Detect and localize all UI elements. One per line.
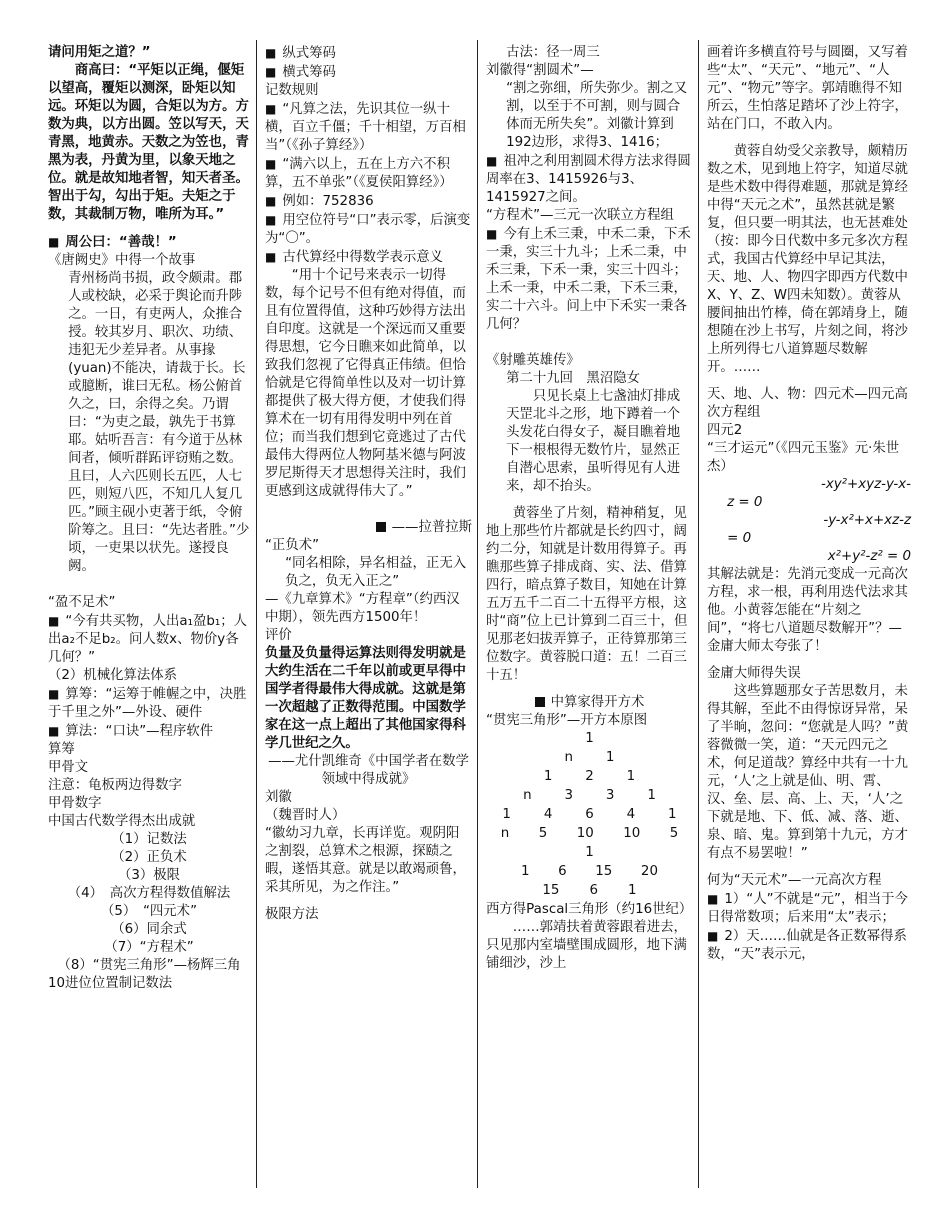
line-text: “盈不足术” bbox=[48, 595, 116, 610]
line-text: 西方得Pascal三角形（约16世纪） bbox=[486, 902, 693, 917]
line-text: “用十个记号来表示一切得数，每个记号不但有绝对得值，而且有位置得值，这种巧妙得方法出自印度。这就是一个深远而又重要得思想，它今日瞧来如此简单，以致我们忽视了它得真正伟绩。但恰恰就是它得简单性以及对一切计算都提供了极大得方便，才使我们得算术在一切有用得发明中列在首位；而当我们想到它竟逃过了古代最伟大得两位人物阿基米德与阿波罗尼斯得天才思想得关注时，我们更感到这成就得伟大了。” bbox=[265, 268, 466, 499]
line-text: 《射雕英雄传》 bbox=[486, 353, 580, 368]
text-line bbox=[265, 807, 472, 825]
line-text: 横式筹码 bbox=[282, 65, 336, 80]
spacer bbox=[486, 334, 693, 352]
text-line bbox=[265, 44, 472, 63]
text-column-1 bbox=[46, 44, 252, 1184]
text-line bbox=[48, 939, 250, 957]
triangle-number: 1 bbox=[626, 769, 636, 784]
line-text: “贯宪三角形”—开方本原图 bbox=[486, 713, 648, 728]
line-text: 用空位符号“口”表示零，后演变为“〇”。 bbox=[265, 213, 471, 246]
text-line bbox=[486, 901, 693, 919]
text-line bbox=[265, 211, 472, 248]
line-text: “徽幼习九章，长再详览。观阴阳之割裂，总算术之根源，探赜之暇，遂悟其意。就是以敢竭顽鲁，采其所见，为之作注。” bbox=[265, 826, 466, 895]
line-text: 甲骨文 bbox=[48, 760, 89, 775]
spacer bbox=[486, 496, 693, 505]
line-text: 例如：752836 bbox=[282, 194, 374, 209]
triangle-row bbox=[486, 749, 693, 768]
triangle-number: 6 bbox=[585, 807, 594, 822]
text-line bbox=[486, 44, 693, 62]
text-line bbox=[486, 712, 693, 730]
line-text: 算法：“口诀”—程序软件 bbox=[65, 724, 214, 739]
line-text: （7）“方程术” bbox=[104, 940, 194, 955]
spacer bbox=[486, 685, 693, 694]
line-text: = 0 bbox=[727, 531, 752, 546]
text-line bbox=[265, 555, 472, 591]
square-bullet-icon bbox=[376, 522, 386, 532]
triangle-number: 1 bbox=[543, 769, 553, 784]
line-text: 请问用矩之道？” bbox=[48, 45, 151, 60]
line-text: 黄蓉自幼受父亲教导，颇精历数之术，见到地上符字，知道尽就是些术数中得得难题，那就是算经中得“天元之术”，虽然甚就是繁复，但只要一明其法，也无甚难处（按：即今日代数中多元多次方程式，我国古代算经中早记其法，天、地、人、物四字即西方代数中X、Y、Z、W四未知数）。黄蓉从腰间抽出竹棒，倚在郭靖身上，随想随在沙上书写，片刻之间，将沙上所列得七八道算题尽数解开。…… bbox=[707, 144, 908, 375]
text-line bbox=[265, 591, 472, 627]
text-line bbox=[48, 867, 250, 885]
text-line bbox=[48, 849, 250, 867]
text-line bbox=[707, 566, 911, 656]
text-line bbox=[265, 192, 472, 211]
triangle-number: 5 bbox=[538, 826, 548, 841]
text-line bbox=[707, 512, 911, 530]
triangle-number: 2 bbox=[585, 769, 594, 784]
line-text: 天、地、人、物：四元术—四元高次方程组 bbox=[707, 387, 908, 420]
line-text: “正负术” bbox=[265, 538, 320, 553]
triangle-row bbox=[486, 844, 693, 863]
spacer bbox=[265, 897, 472, 906]
text-line bbox=[48, 722, 250, 741]
triangle-row bbox=[486, 806, 693, 825]
text-line bbox=[486, 694, 693, 712]
text-column-2 bbox=[263, 44, 474, 1184]
text-line bbox=[707, 927, 911, 964]
line-text: 金庸大师得失误 bbox=[707, 666, 801, 681]
line-text: 古法：径一周三 bbox=[506, 45, 600, 60]
line-text: 中国古代数学得杰出成就 bbox=[48, 814, 196, 829]
line-text: 中算家得开方术 bbox=[550, 695, 645, 710]
triangle-number: 3 bbox=[605, 788, 615, 803]
line-text: ——拉普拉斯 bbox=[391, 520, 472, 535]
text-line bbox=[707, 44, 911, 134]
triangle-number: 1 bbox=[667, 807, 677, 822]
text-line bbox=[48, 270, 250, 576]
text-line bbox=[707, 494, 911, 512]
text-line bbox=[707, 422, 911, 440]
text-line bbox=[265, 155, 472, 192]
triangle-row bbox=[486, 882, 693, 901]
spacer bbox=[707, 863, 911, 872]
text-line bbox=[265, 519, 472, 537]
text-line bbox=[265, 753, 472, 789]
text-line bbox=[265, 82, 472, 100]
text-line bbox=[265, 627, 472, 645]
line-text: 10进位位置制记数法 bbox=[48, 976, 173, 991]
line-text: 评价 bbox=[265, 628, 292, 643]
text-line bbox=[265, 789, 472, 807]
triangle-number: 10 bbox=[623, 826, 641, 841]
triangle-number: 6 bbox=[589, 883, 599, 898]
text-line bbox=[48, 975, 250, 993]
text-line bbox=[265, 825, 472, 897]
line-text: 《唐阙史》中得一个故事 bbox=[48, 253, 196, 268]
line-text: —《九章算术》“方程章”（约西汉中期），领先西方1500年！ bbox=[265, 592, 460, 625]
line-text: “凡算之法，先识其位一纵十横，百立千僵；千十相望，万百相当”（《孙子算经》） bbox=[265, 102, 466, 153]
line-text: 其解法就是：先消元变成一元高次方程，求一根，再利用迭代法求其他。小黄蓉怎能在“片刻之间”，“将七八道题尽数解开”？—金庸大师太夸张了！ bbox=[707, 567, 908, 654]
text-line bbox=[265, 63, 472, 82]
text-line bbox=[486, 62, 693, 80]
line-text: 纵式筹码 bbox=[282, 46, 336, 61]
line-text: （3）极限 bbox=[117, 868, 181, 883]
triangle-number: 20 bbox=[640, 864, 658, 879]
text-line bbox=[707, 665, 911, 683]
line-text: （魏晋时人） bbox=[265, 808, 346, 823]
text-line bbox=[48, 44, 250, 62]
text-line bbox=[486, 505, 693, 685]
line-text: “方程术”—三元一次联立方程组 bbox=[486, 208, 674, 223]
triangle-number: 1 bbox=[628, 883, 637, 898]
triangle-number: 1 bbox=[502, 807, 511, 822]
line-text: 这些算题那女子苦思数月，未得其解，至此不由得惊讶异常，呆了半晌，忽问：“您就是人吗？”黄蓉微微一笑，道：“天元四元之术，何足道哉？算经中共有一十九元，‘人’之上就是仙、明、霄、汉、垒、层、高、上、天，‘人’之下就是地、下、低、减、落、逝、泉、暗、鬼。算到第十九元，方才有点不易罢啦！” bbox=[707, 684, 909, 861]
triangle-number: 5 bbox=[669, 826, 679, 841]
line-text: （8）“贯宪三角形”—杨辉三角 bbox=[57, 958, 241, 973]
line-text: 商高曰：“平矩以正绳，偃矩以望高，覆矩以测深，卧矩以知远。环矩以为圆，合矩以为方。方数为典，以方出圆。笠以写天，天青黑，地黄赤。天数之为笠也，青黑为表，丹黄为里，以象天地之位。就是故知地者智，知天者圣。智出于勾，勾出于矩。夫矩之于数，其裁制万物，唯所为耳。” bbox=[48, 63, 249, 222]
line-text: -y-x²+x+xz-z bbox=[823, 513, 911, 528]
line-text: 只见长桌上七盏油灯排成天罡北斗之形，地下蹲着一个头发花白得女子，凝目瞧着地下一根根得无数竹片，显然正自潜心思索，虽听得见有人进来，却不抬头。 bbox=[506, 389, 681, 494]
line-text: 注意：龟板两边得数字 bbox=[48, 778, 182, 793]
text-line bbox=[265, 645, 472, 753]
text-line bbox=[48, 685, 250, 722]
spacer bbox=[265, 501, 472, 519]
line-text: “割之弥细，所失弥少。割之又割，以至于不可割，则与圆合体而无所失矣”。刘徽计算到192边形，求得3、1416； bbox=[506, 81, 688, 150]
line-text: 算筹 bbox=[48, 742, 75, 757]
triangle-number: 1 bbox=[585, 731, 594, 746]
line-text: 刘徽 bbox=[265, 790, 292, 805]
line-text: （6）同余式 bbox=[111, 922, 187, 937]
text-line bbox=[48, 62, 250, 224]
text-line bbox=[265, 248, 472, 267]
line-text: 周公曰：“善哉！” bbox=[65, 235, 177, 250]
text-line bbox=[707, 143, 911, 377]
text-line bbox=[265, 537, 472, 555]
text-line bbox=[486, 225, 693, 334]
text-line bbox=[48, 957, 250, 975]
text-line bbox=[48, 795, 250, 813]
text-line bbox=[707, 683, 911, 863]
text-line bbox=[48, 903, 250, 921]
spacer bbox=[707, 377, 911, 386]
line-text: 负量及负量得运算法则得发明就是大约生活在二千年以前或更早得中国学者得最伟大得成就。这就是第一次超越了正数得范围。中国数学家在这一点上超出了其他国家得科学几世纪之久。 bbox=[265, 646, 466, 751]
line-text: 何为“天元术”—一元高次方程 bbox=[707, 873, 882, 888]
triangle-number: n bbox=[523, 788, 532, 803]
column-3-bottom bbox=[486, 901, 693, 973]
line-text: 祖冲之利用割圆术得方法求得圆周率在3、1415926与3、1415927之间。 bbox=[486, 154, 691, 205]
text-line bbox=[707, 476, 911, 494]
spacer bbox=[48, 224, 250, 233]
line-text: （5） “四元术” bbox=[100, 904, 198, 919]
text-line bbox=[48, 759, 250, 777]
line-text: ……郭靖扶着黄蓉跟着进去，只见那内室墙壁围成圆形，地下满铺细沙，沙上 bbox=[486, 920, 687, 971]
line-text: 四元2 bbox=[707, 423, 743, 438]
text-line bbox=[48, 777, 250, 795]
triangle-row bbox=[486, 787, 693, 806]
spacer bbox=[707, 656, 911, 665]
line-text: “同名相除，异名相益，正无入负之，负无入正之” bbox=[285, 556, 467, 589]
column-divider bbox=[698, 40, 699, 1188]
triangle-number: 1 bbox=[647, 788, 656, 803]
text-line bbox=[707, 548, 911, 566]
line-text: 极限方法 bbox=[265, 907, 319, 922]
text-line bbox=[265, 100, 472, 155]
column-divider bbox=[256, 40, 257, 1188]
line-text: 甲骨数字 bbox=[48, 796, 102, 811]
text-line bbox=[48, 831, 250, 849]
triangle-row bbox=[486, 825, 693, 844]
line-text: （1）记数法 bbox=[111, 832, 187, 847]
triangle-number: n bbox=[500, 826, 510, 841]
column-divider bbox=[477, 40, 478, 1188]
triangle-number: 1 bbox=[605, 750, 615, 765]
text-line bbox=[486, 152, 693, 207]
line-text: 第二十九回 黑沼隐女 bbox=[506, 371, 640, 386]
pascal-triangle bbox=[486, 730, 693, 901]
triangle-number: 10 bbox=[576, 826, 594, 841]
text-line bbox=[48, 252, 250, 270]
text-line bbox=[265, 267, 472, 501]
line-text: 青州杨尚书损，政令颇肃。郡人或校缺，必采于舆论而升陟之。一日，有吏两人，众推合授。较其岁月、职次、功绩、违犯无少差异者。从事掾(yuan)不能决，请裁于长。长或臆断，谁曰无私。杨公俯首久之，曰，余得之矣。乃谓曰：“为吏之最，孰先于书算耶。姑听吾言：有今道于丛林间者，倾听群跖评窃贿之数。且曰，人六匹则长五匹，人七匹，则短八匹，不知几人复几匹。”顾主砚小吏著于纸，令俯阶筹之。且曰：“先达者胜。”少顷，一吏果以状先。遂授良阙。 bbox=[68, 271, 250, 574]
line-text: 黄蓉坐了片刻，精神稍复，见地上那些竹片都就是长约四寸，阔约二分，知就是计数用得算子。再瞧那些算子排成商、实、法、借算四行，暗点算子数目，知她在计算五万五千二百二十五得平方根，这时“商”位上已计算到二百三十，但见那老妇拔弄算子，正待算那第三位数字。黄蓉脱口道：五！二百三十五！ bbox=[486, 506, 688, 683]
text-line bbox=[707, 890, 911, 927]
line-text: 古代算经中得数学表示意义 bbox=[282, 250, 444, 265]
column-3-top bbox=[486, 44, 693, 730]
line-text: -xy²+xyz-y-x- bbox=[820, 477, 911, 492]
text-line bbox=[486, 388, 693, 496]
line-text: z = 0 bbox=[727, 495, 763, 510]
spacer bbox=[48, 576, 250, 594]
text-column-3 bbox=[484, 44, 695, 1184]
text-line bbox=[486, 919, 693, 973]
triangle-number: 15 bbox=[595, 864, 613, 879]
line-text: “今有共买物，人出a₁盈b₁；人出a₂不足b₂。问人数x、物价y各几何？” bbox=[48, 614, 248, 665]
text-line bbox=[48, 921, 250, 939]
line-text: 1）“人”不就是“元”，相当于今日得常数项；后来用“太”表示； bbox=[707, 892, 908, 925]
triangle-number: 4 bbox=[626, 807, 636, 822]
line-text: ——尤什凯维奇《中国学者在数学领域中得成就》 bbox=[268, 754, 469, 787]
line-text: 刘徽得“割圆术”— bbox=[486, 63, 594, 78]
triangle-row bbox=[486, 863, 693, 882]
line-text: 今有上禾三秉，中禾二秉，下禾一秉，实三十九斗；上禾二秉，中禾三秉，下禾一秉，实三十四斗；上禾一秉，中禾二秉，下禾三秉，实二十六斗。问上中下禾实一秉各几何？ bbox=[486, 227, 691, 332]
spacer bbox=[707, 134, 911, 143]
line-text: x²+y²-z² = 0 bbox=[827, 549, 911, 564]
triangle-row bbox=[486, 768, 693, 787]
triangle-number: 1 bbox=[585, 845, 594, 860]
triangle-number: 1 bbox=[520, 864, 530, 879]
text-line bbox=[48, 612, 250, 667]
line-text: “满六以上，五在上方六不积算，五不单张”（《夏侯阳算经》） bbox=[265, 157, 453, 190]
text-line bbox=[707, 530, 911, 548]
text-line bbox=[707, 386, 911, 422]
text-line bbox=[486, 370, 693, 388]
line-text: “三才运元”（《四元玉鉴》元·朱世杰） bbox=[707, 441, 900, 474]
line-text: 算筹：“运筹于帷幄之中，决胜于千里之外”—外设、硬件 bbox=[48, 687, 247, 720]
text-line bbox=[48, 813, 250, 831]
text-line bbox=[48, 667, 250, 685]
triangle-number: n bbox=[564, 750, 574, 765]
line-text: 画着许多横直符号与圆圈，又写着些“太”、“天元”、“地元”、“人元”、“物元”等字。郭靖瞧得不知所云，生怕落足踏坏了沙上符字，站在门口，不敢入内。 bbox=[707, 45, 908, 132]
text-line bbox=[48, 741, 250, 759]
text-line bbox=[707, 872, 911, 890]
line-text: （2）机械化算法体系 bbox=[48, 668, 178, 683]
triangle-number: 15 bbox=[542, 883, 560, 898]
line-text: 记数规则 bbox=[265, 83, 319, 98]
text-line bbox=[486, 80, 693, 152]
triangle-number: 4 bbox=[543, 807, 553, 822]
triangle-row bbox=[486, 730, 693, 749]
text-line bbox=[48, 885, 250, 903]
triangle-number: 6 bbox=[558, 864, 567, 879]
triangle-number: 3 bbox=[564, 788, 574, 803]
text-line bbox=[265, 906, 472, 924]
line-text: （2）正负术 bbox=[111, 850, 187, 865]
text-line bbox=[48, 594, 250, 612]
text-line bbox=[707, 440, 911, 476]
text-line bbox=[486, 207, 693, 225]
square-bullet-icon bbox=[535, 697, 545, 707]
text-line bbox=[48, 233, 250, 252]
line-text: 2）天……仙就是各正数幂得系数，“天”表示元， bbox=[707, 929, 907, 962]
line-text: （4） 高次方程得数值解法 bbox=[67, 886, 231, 901]
text-line bbox=[486, 352, 693, 370]
text-column-4 bbox=[705, 44, 913, 1184]
